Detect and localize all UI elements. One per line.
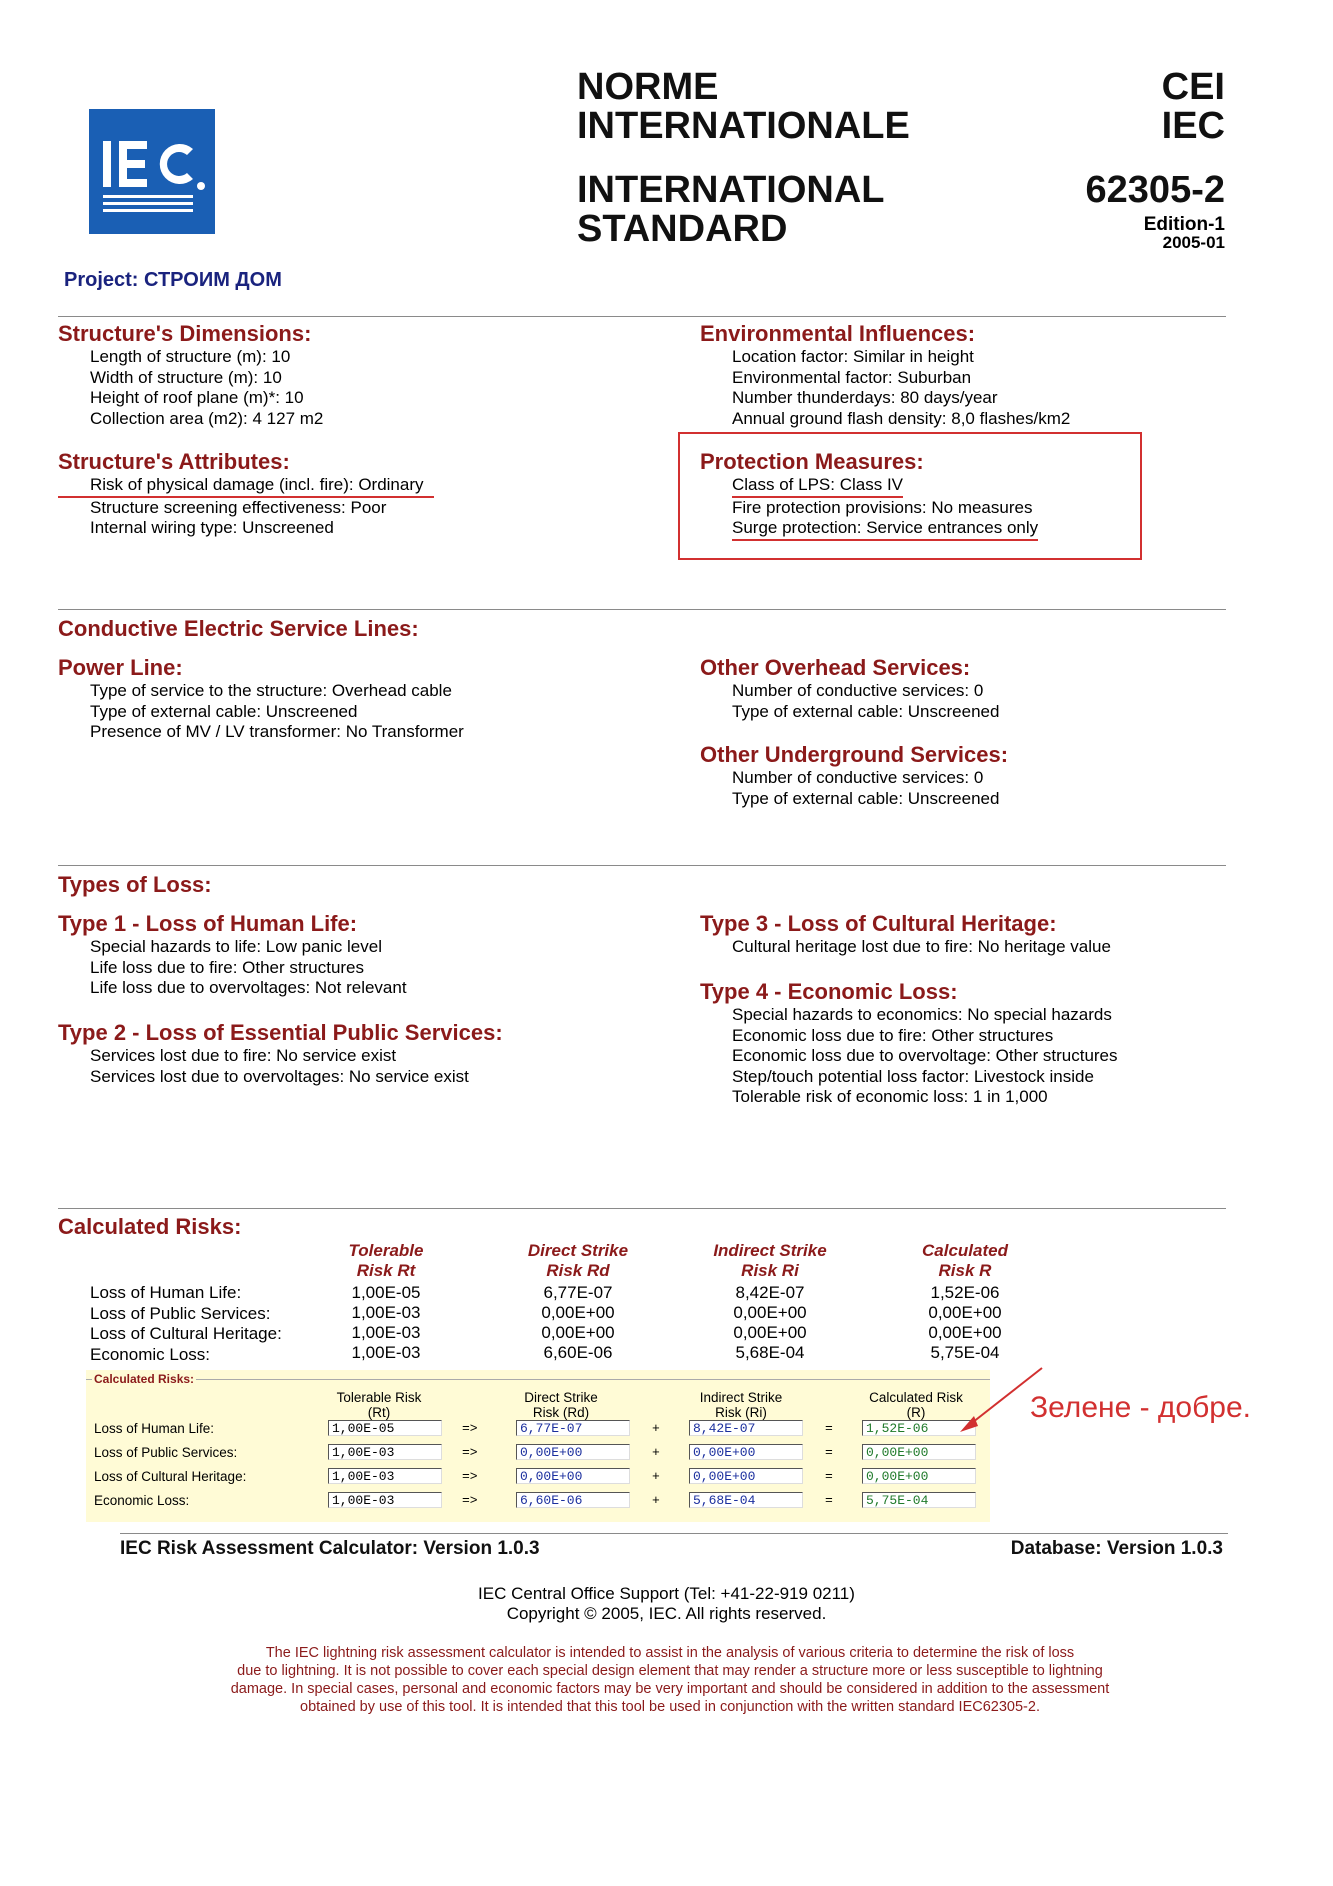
environment-line: Environmental factor: Suburban [732, 367, 972, 387]
protection-line-highlighted: Surge protection: Service entrances only [732, 518, 1038, 541]
dimensions-list [90, 347, 323, 429]
panel-row-label: Economic Loss: [94, 1493, 190, 1508]
type2-list [90, 1046, 469, 1087]
panel-calculated-field[interactable]: 5,75E-04 [862, 1492, 976, 1508]
panel-op: = [825, 1421, 833, 1436]
panel-header-line: Tolerable Risk [336, 1390, 422, 1405]
panel-op: + [652, 1421, 660, 1436]
power-line: Type of service to the structure: Overhead cable [90, 681, 452, 700]
panel-row-label: Loss of Human Life: [94, 1421, 215, 1436]
power-line: Presence of MV / LV transformer: No Transformer [90, 722, 464, 741]
overhead-list [732, 681, 999, 722]
disclaimer-line: due to lightning. It is not possible to cover each special design element that may render a structure more or less susceptible to lightning [237, 1663, 1103, 1679]
risk-value: 0,00E+00 [733, 1323, 807, 1342]
underground-list [732, 768, 999, 809]
risk-col-calculated [895, 1283, 1035, 1363]
header-standard: STANDARD [577, 208, 788, 250]
type1-line: Special hazards to life: Low panic level [90, 937, 382, 956]
panel-header-line: (R) [906, 1405, 926, 1420]
risk-value: 6,77E-07 [543, 1283, 613, 1302]
risk-row-label: Loss of Cultural Heritage: [90, 1324, 282, 1343]
panel-direct-field[interactable]: 0,00E+00 [516, 1468, 630, 1484]
type4-line: Economic loss due to fire: Other structures [732, 1025, 1054, 1045]
panel-calculated-field[interactable]: 0,00E+00 [862, 1444, 976, 1460]
risk-row-label: Loss of Public Services: [90, 1303, 271, 1323]
panel-tolerable-field[interactable]: 1,00E-03 [328, 1444, 442, 1460]
environment-list [732, 347, 1070, 429]
panel-header-line: Risk (Ri) [715, 1405, 767, 1420]
overhead-line: Type of external cable: Unscreened [732, 701, 1000, 721]
attributes-line: Structure screening effectiveness: Poor [90, 497, 387, 517]
divider [58, 609, 1226, 610]
panel-op: + [652, 1469, 660, 1484]
panel-indirect-field[interactable]: 0,00E+00 [689, 1444, 803, 1460]
disclaimer-line: obtained by use of this tool. It is intended that this tool be used in conjunction with the written standard IEC62305-2. [300, 1699, 1040, 1715]
header-cei: CEI [1161, 66, 1225, 108]
risk-row-label: Loss of Human Life: [90, 1283, 242, 1302]
risk-header-direct [508, 1241, 648, 1281]
risk-value: 0,00E+00 [928, 1303, 1002, 1322]
dimensions-line: Collection area (m2): 4 127 m2 [90, 408, 324, 428]
panel-op: + [652, 1493, 660, 1508]
divider [58, 316, 1226, 317]
header-norme: NORME [577, 66, 719, 108]
calculated-risks-panel [86, 1370, 990, 1522]
divider [58, 865, 1226, 866]
panel-legend: Calculated Risks: [94, 1372, 195, 1386]
panel-op: = [825, 1493, 833, 1508]
protection-title: Protection Measures: [700, 449, 924, 474]
header-edition: Edition-1 [1143, 214, 1225, 235]
risk-value: 0,00E+00 [928, 1323, 1002, 1342]
risk-value: 1,00E-03 [351, 1303, 421, 1322]
annotation-text: Зелене - добре. [1030, 1391, 1251, 1424]
panel-op: => [462, 1421, 478, 1436]
risks-title: Calculated Risks: [58, 1214, 242, 1239]
risk-header-tolerable [326, 1241, 446, 1281]
type4-line: Tolerable risk of economic loss: 1 in 1,000 [732, 1087, 1048, 1106]
disclaimer-line: The IEC lightning risk assessment calculator is intended to assist in the analysis of various criteria to determine the risk of loss [265, 1645, 1075, 1661]
power-line: Type of external cable: Unscreened [90, 701, 358, 721]
panel-op: + [652, 1445, 660, 1460]
attributes-line-highlighted: Risk of physical damage (incl. fire): Ordinary [58, 475, 434, 498]
panel-row-label: Loss of Public Services: [94, 1445, 238, 1460]
panel-indirect-field[interactable]: 8,42E-07 [689, 1420, 803, 1436]
panel-header-line: (Rt) [367, 1405, 391, 1420]
disclaimer-line: damage. In special cases, personal and economic factors may be very important and should be considered in addition to the assessment [230, 1681, 1110, 1697]
power-title: Power Line: [58, 655, 183, 680]
panel-indirect-field[interactable]: 0,00E+00 [689, 1468, 803, 1484]
type1-title: Type 1 - Loss of Human Life: [58, 911, 358, 936]
panel-header-line: Indirect Strike [699, 1390, 783, 1405]
risk-value: 0,00E+00 [541, 1303, 615, 1322]
risk-value: 6,60E-06 [543, 1343, 613, 1362]
calculator-version: IEC Risk Assessment Calculator: Version 1.0.3 [120, 1538, 540, 1559]
project-title: Project: СТРОИМ ДОМ [64, 269, 282, 291]
risk-header-line: Tolerable [348, 1241, 424, 1260]
panel-tolerable-field[interactable]: 1,00E-05 [328, 1420, 442, 1436]
type4-line: Special hazards to economics: No special hazards [732, 1005, 1112, 1024]
disclaimer [170, 1644, 1170, 1716]
panel-tolerable-field[interactable]: 1,00E-03 [328, 1468, 442, 1484]
panel-header-indirect [676, 1390, 806, 1420]
loss-title: Types of Loss: [58, 872, 212, 897]
environment-line: Annual ground flash density: 8,0 flashes/km2 [732, 408, 1071, 428]
panel-calculated-field[interactable]: 1,52E-06 [862, 1420, 976, 1436]
panel-calculated-field[interactable]: 0,00E+00 [862, 1468, 976, 1484]
power-list [90, 681, 464, 743]
attributes-line: Internal wiring type: Unscreened [90, 518, 334, 537]
panel-header-line: Calculated Risk [869, 1390, 963, 1405]
risk-col-direct [508, 1283, 648, 1363]
risk-value: 1,00E-03 [351, 1323, 421, 1342]
risk-header-line: Risk R [938, 1261, 992, 1280]
panel-op: = [825, 1469, 833, 1484]
underground-line: Number of conductive services: 0 [732, 768, 984, 787]
header-internationale: INTERNATIONALE [577, 105, 910, 147]
risk-row-label: Economic Loss: [90, 1344, 210, 1364]
type1-list [90, 937, 407, 999]
risk-header-line: Direct Strike [527, 1241, 629, 1260]
divider [120, 1533, 1228, 1534]
header-date: 2005-01 [1162, 233, 1225, 252]
dimensions-line: Height of roof plane (m)*: 10 [90, 388, 304, 407]
header-standard-number: 62305-2 [1085, 169, 1225, 211]
panel-header-tolerable [314, 1390, 444, 1420]
panel-op: => [462, 1445, 478, 1460]
panel-header-direct [496, 1390, 626, 1420]
environment-line: Number thunderdays: 80 days/year [732, 388, 998, 407]
conductive-title: Conductive Electric Service Lines: [58, 616, 419, 641]
dimensions-line: Width of structure (m): 10 [90, 367, 282, 387]
panel-indirect-field[interactable]: 5,68E-04 [689, 1492, 803, 1508]
overhead-line: Number of conductive services: 0 [732, 681, 984, 700]
risk-col-tolerable [326, 1283, 446, 1363]
protection-line: Fire protection provisions: No measures [732, 497, 1033, 517]
type2-line: Services lost due to overvoltages: No service exist [90, 1066, 469, 1086]
risk-value: 5,68E-04 [735, 1343, 805, 1362]
environment-line: Location factor: Similar in height [732, 347, 974, 366]
risk-value: 1,00E-03 [351, 1343, 421, 1362]
attributes-title: Structure's Attributes: [58, 449, 290, 474]
risk-header-line: Risk Rd [546, 1261, 610, 1280]
type3-line: Cultural heritage lost due to fire: No heritage value [732, 937, 1111, 956]
risk-header-calculated [895, 1241, 1035, 1281]
risk-header-indirect [700, 1241, 840, 1281]
risk-value: 0,00E+00 [541, 1323, 615, 1342]
risk-value: 0,00E+00 [733, 1303, 807, 1322]
type3-title: Type 3 - Loss of Cultural Heritage: [700, 911, 1057, 936]
panel-op: = [825, 1445, 833, 1460]
panel-op: => [462, 1469, 478, 1484]
risk-header-line: Risk Rt [356, 1261, 416, 1280]
risk-header-line: Indirect Strike [713, 1241, 827, 1260]
panel-tolerable-field[interactable]: 1,00E-03 [328, 1492, 442, 1508]
attributes-list [90, 475, 434, 539]
dimensions-title: Structure's Dimensions: [58, 321, 312, 346]
iec-logo [89, 109, 215, 234]
underground-title: Other Underground Services: [700, 742, 1009, 767]
type2-line: Services lost due to fire: No service exist [90, 1046, 397, 1065]
risk-row-labels [90, 1283, 282, 1365]
risk-value: 5,75E-04 [930, 1343, 1000, 1362]
risk-value: 8,42E-07 [735, 1283, 805, 1302]
risk-value: 1,00E-05 [351, 1283, 421, 1302]
type4-title: Type 4 - Economic Loss: [700, 979, 958, 1004]
panel-frame-line [86, 1379, 990, 1380]
underground-line: Type of external cable: Unscreened [732, 788, 1000, 808]
panel-direct-field[interactable]: 0,00E+00 [516, 1444, 630, 1460]
type4-list [732, 1005, 1118, 1108]
database-version: Database: Version 1.0.3 [1010, 1538, 1223, 1559]
copyright-line: Copyright © 2005, IEC. All rights reserved. [506, 1604, 827, 1623]
support-line: IEC Central Office Support (Tel: +41-22-919 0211) [478, 1584, 855, 1603]
header-international: INTERNATIONAL [577, 169, 885, 211]
panel-direct-field[interactable]: 6,77E-07 [516, 1420, 630, 1436]
risk-header-line: Calculated [922, 1241, 1008, 1260]
panel-direct-field[interactable]: 6,60E-06 [516, 1492, 630, 1508]
panel-row-label: Loss of Cultural Heritage: [94, 1469, 247, 1484]
risk-value: 1,52E-06 [930, 1283, 1000, 1302]
panel-header-line: Direct Strike [524, 1390, 598, 1405]
type3-list [732, 937, 1111, 958]
divider [58, 1208, 1226, 1209]
header-iec: IEC [1161, 105, 1225, 147]
environment-title: Environmental Influences: [700, 321, 976, 346]
type4-line: Economic loss due to overvoltage: Other structures [732, 1046, 1118, 1065]
protection-list [732, 475, 1038, 541]
type2-title: Type 2 - Loss of Essential Public Services: [58, 1020, 503, 1045]
protection-line-highlighted: Class of LPS: Class IV [732, 475, 903, 498]
panel-op: => [462, 1493, 478, 1508]
type4-line: Step/touch potential loss factor: Livestock inside [732, 1066, 1094, 1086]
type1-line: Life loss due to overvoltages: Not relevant [90, 978, 407, 997]
risk-header-line: Risk Ri [741, 1261, 799, 1280]
panel-header-line: Risk (Rd) [532, 1405, 590, 1420]
type1-line: Life loss due to fire: Other structures [90, 957, 365, 977]
overhead-title: Other Overhead Services: [700, 655, 971, 680]
dimensions-line: Length of structure (m): 10 [90, 347, 291, 366]
risk-col-indirect [700, 1283, 840, 1363]
